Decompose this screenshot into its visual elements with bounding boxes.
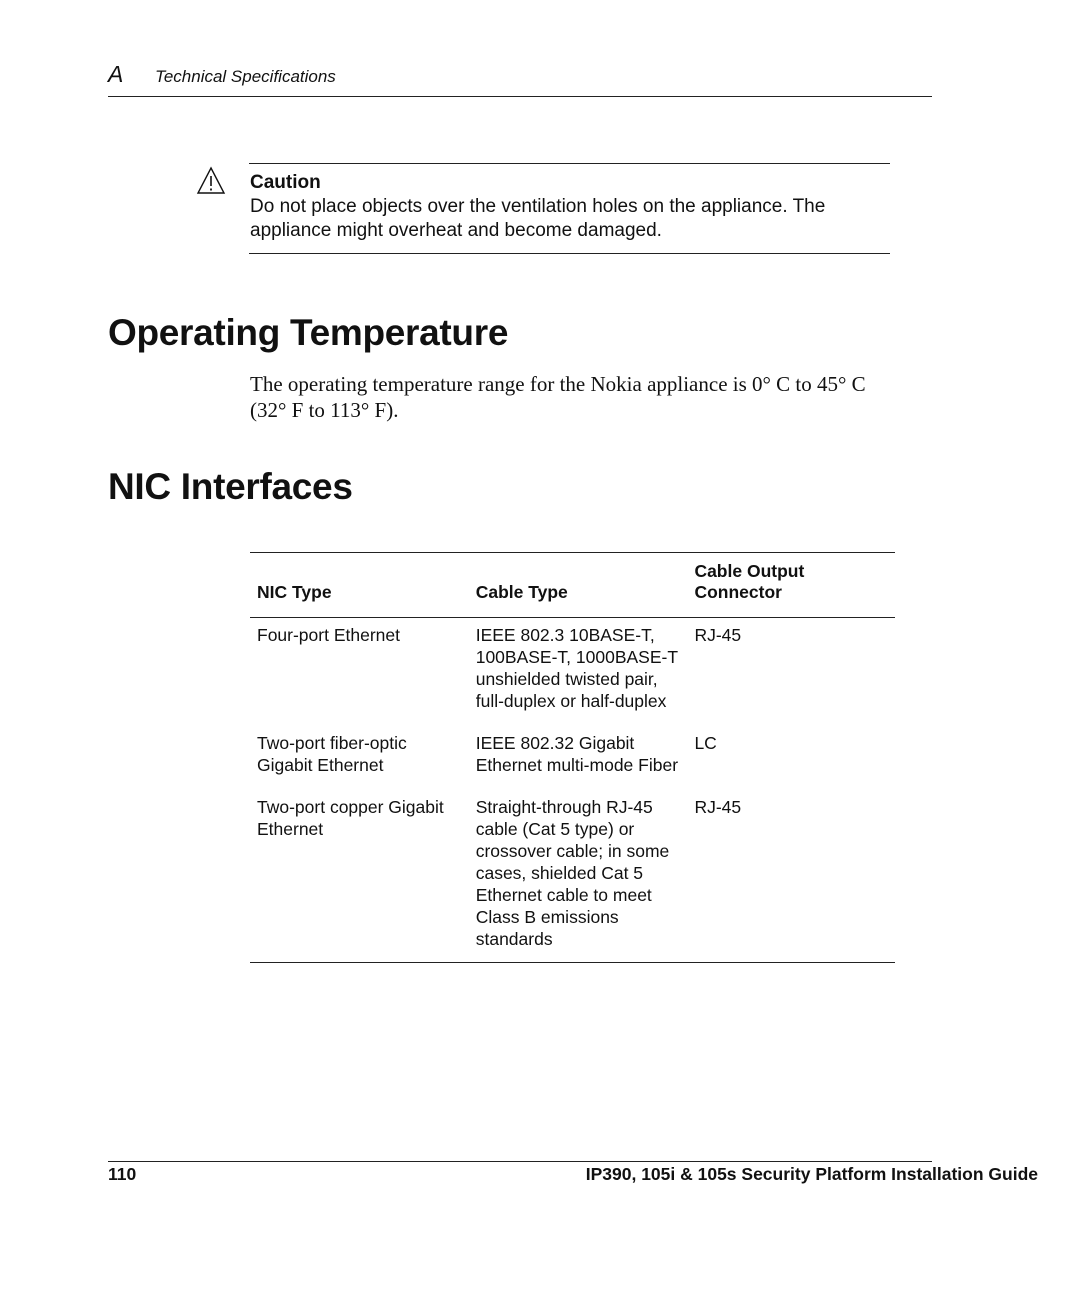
appendix-letter: A (108, 61, 124, 87)
operating-temperature-text: The operating temperature range for the Nokia appliance is 0° C to 45° C (32° F to 113° F). (250, 372, 866, 422)
table-cell-cable-type: Straight-through RJ-45 cable (Cat 5 type) or crossover cable; in some cases, shielded Cat 5 Ethernet cable to meet Class B emissions standards (475, 797, 670, 949)
caution-title: Caution (250, 172, 321, 193)
table-cell-cable-type: IEEE 802.32 Gigabit Ethernet multi-mode Fiber (475, 733, 679, 775)
column-header-nic-type: NIC Type (250, 553, 469, 618)
table-row (250, 618, 895, 727)
warning-triangle-icon (196, 166, 226, 196)
table-cell-connector: LC (694, 733, 717, 753)
table-header-row (250, 553, 895, 618)
table-cell-nic-type: Two-port fiber-optic Gigabit Ethernet (257, 733, 407, 775)
table-cell-nic-type: Four-port Ethernet (257, 625, 400, 645)
table-cell-connector: RJ-45 (694, 625, 742, 645)
guide-title: IP390, 105i & 105s Security Platform Installation Guide (585, 1164, 1038, 1184)
table-row (250, 726, 895, 790)
caution-text: Do not place objects over the ventilation holes on the appliance. The appliance might overheat and become damaged. (250, 196, 826, 241)
caution-box (249, 163, 890, 254)
column-header-cable-output-connector: Cable Output Connector (687, 553, 895, 618)
table-cell-nic-type: Two-port copper Gigabit Ethernet (257, 797, 444, 839)
operating-temperature-heading: Operating Temperature (108, 312, 509, 353)
footer-rule (108, 1161, 932, 1162)
nic-interfaces-heading: NIC Interfaces (108, 466, 353, 507)
nic-interfaces-table (250, 552, 895, 963)
page-number: 110 (108, 1164, 137, 1184)
chapter-title: Technical Specifications (155, 67, 336, 86)
table-cell-connector: RJ-45 (694, 797, 742, 817)
page-header (108, 60, 932, 97)
column-header-cable-type: Cable Type (469, 553, 688, 618)
table-cell-cable-type: IEEE 802.3 10BASE-T, 100BASE-T, 1000BASE-T unshielded twisted pair, full-duplex or half-duplex (475, 625, 678, 711)
table-row (250, 790, 895, 963)
